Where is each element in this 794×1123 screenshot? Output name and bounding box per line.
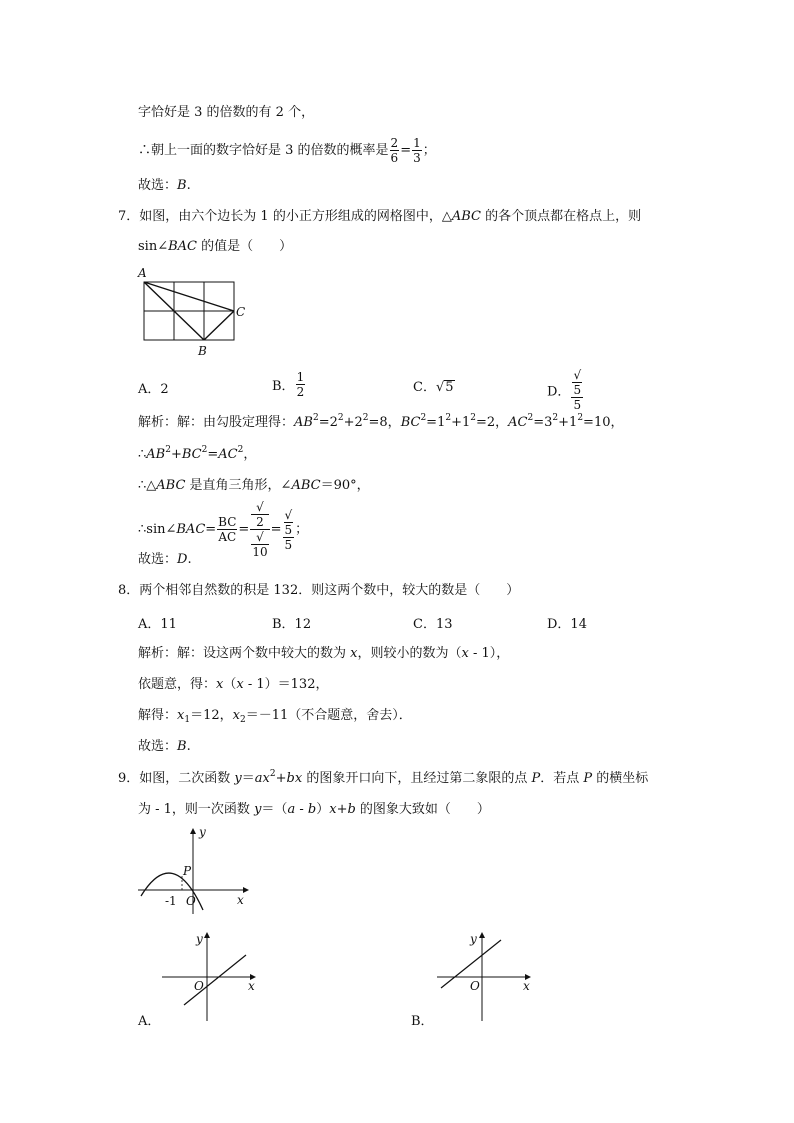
q8-analysis-line-2: 依题意，得：x（x - 1）＝132， xyxy=(138,677,329,692)
q9-option-b-label: B． xyxy=(411,1014,434,1029)
origin-label: O xyxy=(186,894,196,908)
vertex-b-label: B xyxy=(198,344,207,358)
q8-analysis-line-1: 解析：解：设这两个数中较大的数为 x，则较小的数为（x - 1）， xyxy=(138,646,510,661)
q8-answer: 故选：B. xyxy=(138,739,191,754)
prev-line-2: ∴朝上一面的数字恰好是 3 的倍数的概率是 $\frac{2}{6}$ = $\frac{1}{3}$ ； xyxy=(138,136,436,165)
q8-stem: 8．两个相邻自然数的积是 132．则这两个数中，较大的数是（ ） xyxy=(118,583,520,598)
option-b-x-label: x xyxy=(523,979,530,993)
q9-parabola-figure xyxy=(135,826,255,916)
vertex-a-label: A xyxy=(138,266,147,280)
q7-option-c: C．√5 xyxy=(413,380,454,395)
q8-analysis-line-3: 解得：$x_1=12$，$x_2=-11$（不合题意，舍去）． xyxy=(138,708,412,725)
q7-answer: 故选：D. xyxy=(138,552,192,567)
point-p-label: P xyxy=(183,864,192,878)
prev-answer: 故选：B. xyxy=(138,178,191,193)
prev-line-1: 字恰好是 3 的倍数的有 2 个， xyxy=(138,105,315,120)
q9-stem-line-2: 为 - 1，则一次函数 y＝（a - b）x+b 的图象大致如（ ） xyxy=(138,802,490,817)
option-b-origin: O xyxy=(470,979,480,993)
fraction-1-3: $\frac{1}{3}$ xyxy=(413,136,421,165)
q7-grid-figure xyxy=(134,266,254,358)
q7-option-d: D． √ 5 5 xyxy=(547,368,582,412)
segment-bc xyxy=(204,311,234,340)
q7-option-b: B． $\frac{1}{2}$ xyxy=(272,370,305,399)
tick-neg-one: -1 xyxy=(165,894,177,908)
q8-option-d: D．14 xyxy=(547,617,587,632)
q8-option-a: A．11 xyxy=(138,617,177,632)
q9-option-a-figure xyxy=(158,928,268,1023)
q8-option-b: B．12 xyxy=(272,617,312,632)
segment-ac xyxy=(144,282,234,311)
q7-analysis-line-4: ∴sin∠BAC= $\frac{BC}{AC}$ = √ 2 √ 10 = √ 5 5 ； xyxy=(138,500,309,559)
q7-analysis-line-1: 解析：解：由勾股定理得：$AB^2=2^2+2^2=8$，$BC^2=1^2+1^2=2$，$AC^2=3^2+1^2=10$， xyxy=(138,413,624,430)
q7-analysis-line-2: $\therefore AB^2+BC^2=AC^2$， xyxy=(138,445,257,462)
y-axis-label: y xyxy=(199,825,206,839)
q9-option-a-label: A． xyxy=(138,1014,161,1029)
q7-option-a: A．2 xyxy=(138,382,169,397)
q9-stem-line-1: 9．如图，二次函数 $y=ax^2+bx$ 的图象开口向下，且经过第二象限的点 P．若点 P 的横坐标 xyxy=(118,769,649,786)
vertex-c-label: C xyxy=(236,305,246,319)
q9-option-b-figure xyxy=(433,928,543,1023)
q7-stem-line-2: sin∠BAC 的值是（ ） xyxy=(138,239,293,254)
q7-analysis-line-3: ∴△ABC 是直角三角形，∠ABC＝90°， xyxy=(138,478,370,493)
option-a-origin: O xyxy=(194,979,204,993)
fraction-2-6: $\frac{2}{6}$ xyxy=(390,136,399,165)
q7-stem-line-1: 7．如图，由六个边长为 1 的小正方形组成的网格图中，△ABC 的各个顶点都在格点上，则 xyxy=(118,209,642,224)
x-axis-label: x xyxy=(237,893,244,907)
q8-option-c: C．13 xyxy=(413,617,453,632)
option-b-y-label: y xyxy=(470,932,477,946)
option-a-x-label: x xyxy=(248,979,255,993)
option-a-y-label: y xyxy=(196,932,203,946)
